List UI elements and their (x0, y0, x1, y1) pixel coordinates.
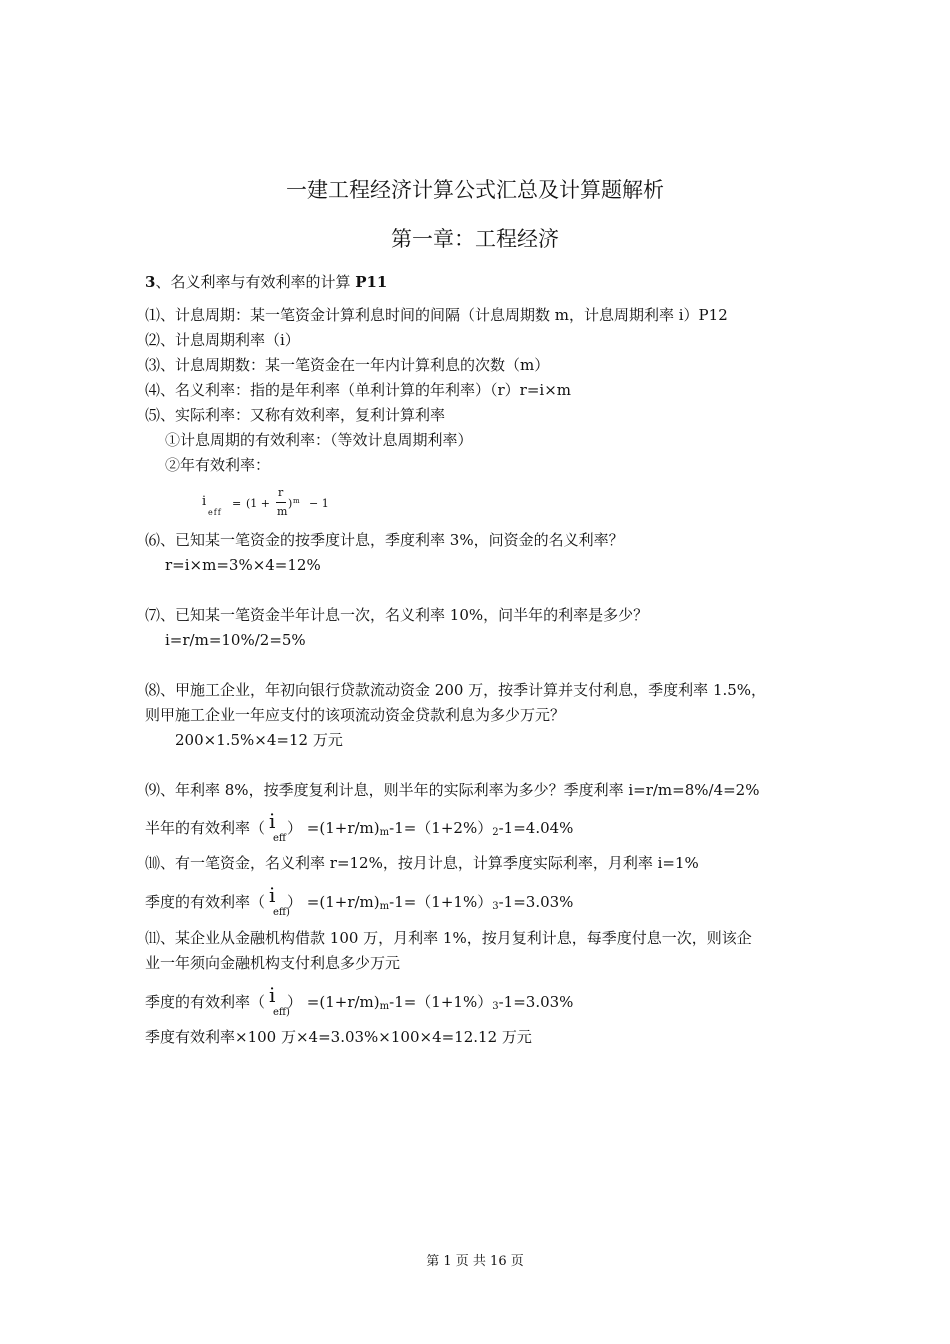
q10-answer-mid: =(1+r/m) (302, 893, 380, 911)
q11-answer-mid: =(1+r/m) (302, 993, 380, 1011)
q10-question: ⑽、有一笔资金，名义利率 r=12%，按月计息，计算季度实际利率，月利率 i=1% (145, 854, 699, 872)
q10-answer (145, 883, 574, 918)
definition-2: ⑵、计息周期利率（i） (145, 331, 300, 349)
q8-question-line2: 则甲施工企业一年应支付的该项流动资金贷款利息为多少万元？ (145, 706, 566, 724)
q10-answer-exp: m (379, 901, 390, 912)
ieff-symbol: i eff (269, 809, 287, 844)
definition-5: ⑸、实际利率：又称有效利率，复利计算利率 (145, 406, 446, 424)
effective-rate-formula (200, 488, 340, 528)
chapter-heading: 第一章：工程经济 (391, 227, 559, 251)
q10-answer-rest1: -1=（1+1%） (389, 893, 493, 911)
document-title: 一建工程经济计算公式汇总及计算题解析 (286, 178, 664, 202)
formula-close: ) (288, 497, 293, 510)
page-footer: 第 1 页 共 16 页 (426, 1254, 524, 1269)
q9-answer-exp: m (379, 827, 390, 838)
formula-power: m (293, 497, 300, 505)
formula-m: m (277, 505, 288, 518)
formula-fraction-bar (276, 502, 286, 503)
formula-open: (1 + (246, 497, 271, 510)
q9-answer-exp2: 2 (492, 827, 499, 838)
q11-question-line2: 业一年须向金融机构支付利息多少万元 (145, 954, 401, 972)
q9-answer-rest1: -1=（1+2%） (389, 819, 493, 837)
definition-5-sub1: ①计息周期的有效利率：（等效计息周期利率） (165, 431, 473, 449)
ieff-symbol: i eff) (269, 883, 290, 918)
section-page-ref: P11 (355, 273, 388, 291)
formula-equals: = (232, 497, 242, 510)
q11-answer-rest1: -1=（1+1%） (389, 993, 493, 1011)
q11-answer (145, 983, 574, 1018)
q9-answer-close: ） (287, 819, 303, 837)
q7-answer: i=r/m=10%/2=5% (165, 631, 306, 649)
q11-answer-prefix: 季度的有效利率（ (145, 993, 266, 1011)
ieff-symbol: i eff) (269, 983, 290, 1018)
q11-answer-exp: m (379, 1001, 390, 1012)
section-number: 3 (145, 273, 156, 291)
q11-answer-close: ） (287, 993, 303, 1011)
q8-answer: 200×1.5%×4=12 万元 (175, 731, 343, 749)
definition-3: ⑶、计息周期数：某一笔资金在一年内计算利息的次数（m） (145, 356, 550, 374)
definition-4: ⑷、名义利率：指的是年利率（单利计算的年利率）（r）r=i×m (145, 381, 572, 399)
q9-answer-prefix: 半年的有效利率（ (145, 819, 266, 837)
q10-answer-exp2: 3 (492, 901, 499, 912)
q6-question: ⑹、已知某一笔资金的按季度计息，季度利率 3%，问资金的名义利率？ (145, 531, 624, 549)
q6-answer: r=i×m=3%×4=12% (165, 556, 321, 574)
q9-answer-mid: =(1+r/m) (302, 819, 380, 837)
definition-1: ⑴、计息周期：某一笔资金计算利息时间的间隔（计息周期数 m，计息周期利率 i）P12 (145, 306, 728, 324)
q10-answer-rest2: -1=3.03% (498, 893, 574, 911)
q9-answer (145, 809, 574, 844)
q10-answer-close: ） (287, 893, 303, 911)
q9-question: ⑼、年利率 8%，按季度复利计息，则半年的实际利率为多少？季度利率 i=r/m=8%/4=2% (145, 781, 760, 799)
formula-eff: eff (208, 508, 222, 517)
section-heading (145, 272, 387, 292)
definition-5-sub2: ②年有效利率： (165, 456, 271, 474)
q11-answer-rest2: -1=3.03% (498, 993, 574, 1011)
formula-i: i (202, 494, 207, 509)
q9-answer-rest2: -1=4.04% (498, 819, 574, 837)
q11-question-line1: ⑾、某企业从金融机构借款 100 万，月利率 1%，按月复利计息，每季度付息一次，则该企 (145, 929, 752, 947)
q10-answer-prefix: 季度的有效利率（ (145, 893, 266, 911)
formula-minus-one: − 1 (309, 497, 329, 510)
section-title: 、名义利率与有效利率的计算 (155, 273, 356, 291)
q11-answer-exp2: 3 (492, 1001, 499, 1012)
q11-final-answer: 季度有效利率×100 万×4=3.03%×100×4=12.12 万元 (145, 1028, 532, 1046)
formula-r: r (278, 486, 284, 499)
q7-question: ⑺、已知某一笔资金半年计息一次，名义利率 10%，问半年的利率是多少？ (145, 606, 649, 624)
q8-question-line1: ⑻、甲施工企业，年初向银行贷款流动资金 200 万，按季计算并支付利息，季度利率 1.5%， (145, 681, 767, 699)
